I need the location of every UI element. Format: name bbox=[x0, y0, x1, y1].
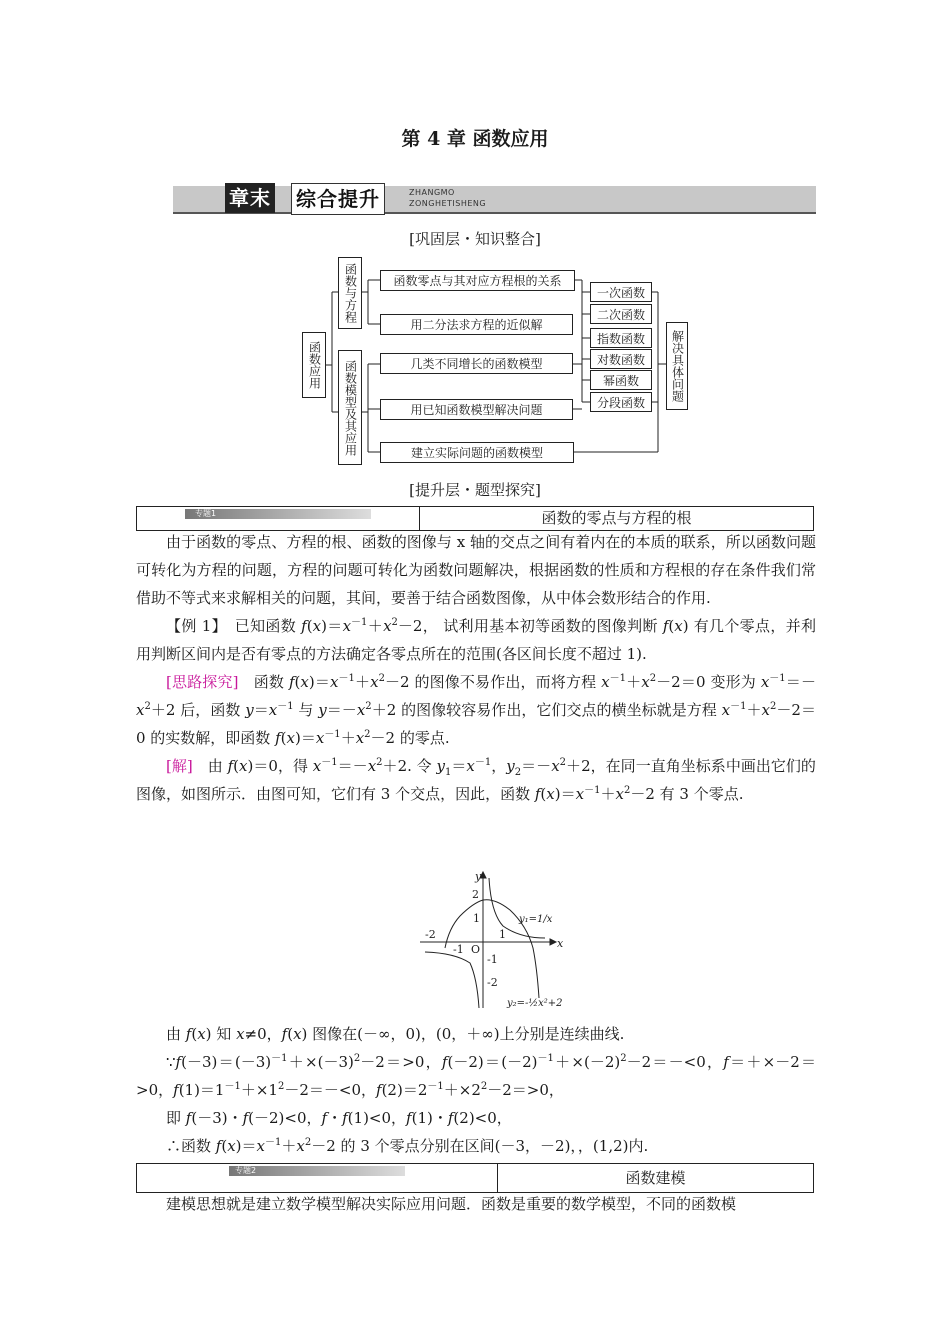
topic-1-tag: 专题1 bbox=[195, 509, 217, 518]
domain-line: 由 f(x) 知 x≠0，f(x) 图像在(－∞，0)，(0，＋∞)上分别是连续曲线. bbox=[166, 1025, 625, 1043]
example-1: 【例 1】 已知函数 $f(x)=x^{-1}+x^2-2$， 试利用基本初等函数的图像判断 f(x) 有几个零点，并利用判断区间内是否有零点的方法确定各零点所在的范围(各区间长度不超过 1). bbox=[136, 617, 816, 663]
concept-branch-model: 函数模型及其应用 bbox=[338, 350, 362, 465]
topic-2-tag: 专题2 bbox=[235, 1166, 257, 1175]
topic-1-intro: 由于函数的零点、方程的根、函数的图像与 x 轴的交点之间有着内在的本质的联系，所以函数问题可转化为方程的问题，方程的问题可转化为函数问题解决，根据函数的性质和方程根的存在条件我们常借助不等式来求解相关的问题，其间，要善于结合函数图像，从中体会数形结合的作用. bbox=[136, 533, 816, 607]
axis-y-label: y bbox=[475, 870, 482, 883]
concept-item-1: 函数零点与其对应方程根的关系 bbox=[380, 270, 575, 291]
concept-item-5: 建立实际问题的函数模型 bbox=[380, 442, 574, 463]
topic-2-body bbox=[136, 1190, 816, 1218]
tick-y-neg1: -1 bbox=[487, 953, 498, 966]
curve-label-y1: y₁=1/x bbox=[519, 914, 553, 925]
concept-item-3: 几类不同增长的函数模型 bbox=[380, 353, 573, 374]
tick-x-1: 1 bbox=[499, 928, 506, 941]
chapter-title: 第 4 章 函数应用 bbox=[401, 128, 549, 150]
function-linear: 一次函数 bbox=[590, 282, 652, 302]
evaluation-line: $\because f(-3)=(-3)^{-1}+\times(-3)^2-2=>0$，$f(-2)=(-2)^{-1}+\times(-2)^2-2=-<0$，f＝＋×－2＝>0，$f(1)=1^{-1}+\times 1^2-2=-<0$，$f(2)=2^{-1}+\times 2^2-2=>0$， bbox=[136, 1053, 817, 1099]
topic-1-tag-cell bbox=[137, 507, 420, 530]
concept-branch-equation: 函数与方程 bbox=[338, 257, 362, 329]
example-1-label: 【例 1】 bbox=[166, 617, 220, 635]
banner-pinyin: ZHANGMO ZONGHETISHENG bbox=[409, 188, 487, 208]
section-heading-2: [提升层・题型探究] bbox=[409, 481, 541, 499]
banner-label-2: 综合提升 bbox=[291, 183, 385, 215]
topic-2-title: 函数建模 bbox=[625, 1169, 686, 1187]
tick-y-neg2: -2 bbox=[487, 976, 498, 989]
topic-1-title: 函数的零点与方程的根 bbox=[541, 509, 692, 527]
solution-paragraph: [解] 由 f(x)＝0，得 $x^{-1}=-x^2+2$. 令 $y_1=x^{-1}$，$y_2=-x^2+2$，在同一直角坐标系中画出它们的图像，如图所示．由图可知，它们有 3 个交点，因此，函数 $f(x)=x^{-1}+x^2-2$ 有 3 个零点. bbox=[136, 757, 816, 803]
concept-root: 函数应用 bbox=[302, 332, 326, 398]
curve-label-y2: y₂=-½x²+2 bbox=[507, 998, 563, 1009]
graph-svg bbox=[415, 868, 575, 1013]
think-paragraph: [思路探究] 函数 $f(x)=x^{-1}+x^2-2$ 的图像不易作出，而将方程 $x^{-1}+x^2-2=0$ 变形为 $x^{-1}=-x^2+2$ 后，函数 $y=x^{-1}$ 与 $y=-x^2+2$ 的图像较容易作出，它们交点的横坐标就是方程 $x^{-1}+x^2-2=0$ 的实数解，即函数 $f(x)=x^{-1}+x^2-2$ 的零点. bbox=[136, 673, 816, 747]
function-power: 幂函数 bbox=[590, 370, 652, 390]
section-heading-1: [巩固层・知识整合] bbox=[409, 230, 541, 248]
topic-2-tag-cell bbox=[137, 1164, 498, 1192]
product-line: 即 f(－3)・f(－2)<0，f・f(1)<0，f(1)・f(2)<0， bbox=[166, 1109, 512, 1127]
tick-y-2: 2 bbox=[472, 888, 479, 901]
function-piecewise: 分段函数 bbox=[590, 392, 652, 412]
concept-item-4: 用已知函数模型解决问题 bbox=[380, 399, 573, 420]
think-label: [思路探究] bbox=[166, 673, 239, 691]
tick-x-neg1: -1 bbox=[453, 943, 464, 956]
function-quadratic: 二次函数 bbox=[590, 304, 652, 324]
banner-label-1: 章末 bbox=[225, 183, 275, 213]
topic-2-header bbox=[136, 1163, 814, 1193]
solution-continued bbox=[136, 1020, 816, 1160]
tick-x-neg2: -2 bbox=[425, 928, 436, 941]
topic-2-intro: 建模思想就是建立数学模型解决实际应用问题．函数是重要的数学模型，不同的函数模 bbox=[166, 1195, 737, 1213]
concept-goal: 解决具体问题 bbox=[666, 322, 688, 410]
topic-1-body bbox=[136, 528, 816, 808]
function-exponential: 指数函数 bbox=[590, 328, 652, 348]
tick-origin: O bbox=[471, 943, 481, 956]
chapter-summary-banner bbox=[173, 183, 816, 215]
solve-label: [解] bbox=[166, 757, 193, 775]
tick-y-1: 1 bbox=[473, 912, 480, 925]
conclusion-line: ∴函数 $f(x)=x^{-1}+x^2-2$ 的 3 个零点分别在区间(－3，－2)，，(1,2)内. bbox=[166, 1137, 649, 1155]
function-logarithmic: 对数函数 bbox=[590, 349, 652, 369]
function-graph bbox=[415, 868, 575, 1017]
concept-item-2: 用二分法求方程的近似解 bbox=[380, 314, 573, 335]
axis-x-label: x bbox=[557, 937, 564, 950]
